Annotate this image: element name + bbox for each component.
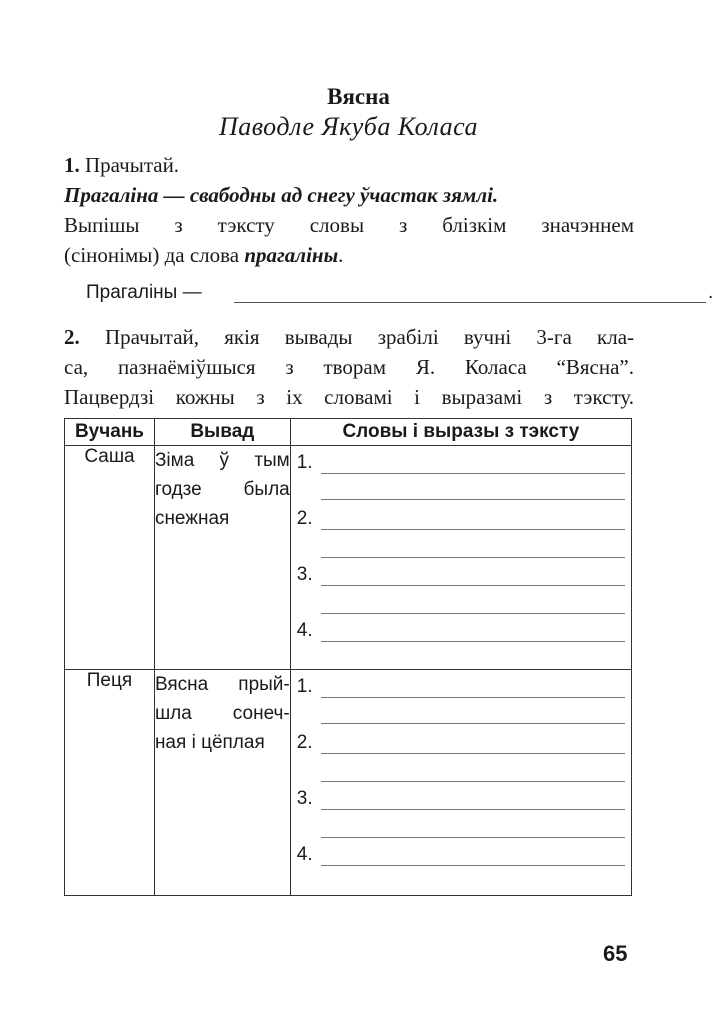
- answer-line-extra[interactable]: [297, 534, 627, 562]
- task1-number: 1.: [64, 153, 80, 177]
- answer-line-1[interactable]: [297, 674, 627, 702]
- conclusion-line: Вясна прый-: [154, 674, 290, 695]
- answer-line-2[interactable]: [297, 506, 627, 534]
- task1-instruction: Прачытай.: [85, 153, 180, 177]
- answer-row: [86, 282, 714, 310]
- table-row: [65, 446, 632, 670]
- answer-line-extra[interactable]: [297, 814, 627, 842]
- answer-line-3[interactable]: [297, 562, 627, 590]
- conclusion-line: ная і цёплая: [154, 732, 265, 753]
- answer-line-4[interactable]: [297, 618, 627, 646]
- pupil-name: Пеця: [65, 670, 155, 896]
- task2-line3: Пацвердзі кожны з іх словамі і выразамі з тэксту.: [64, 385, 634, 409]
- line-number: 4.: [296, 620, 313, 641]
- page-title: Вясна: [327, 84, 390, 109]
- line-number: 2.: [296, 508, 313, 529]
- conclusion-cell: [154, 446, 290, 670]
- task1-prompt-line1: Выпішы з тэксту словы з блізкім значэннем: [64, 213, 634, 237]
- answer-label: Прагаліны —: [86, 282, 202, 303]
- task2-line2: са, пазнаёміўшыся з творам Я. Коласа “Вясна”.: [64, 355, 634, 379]
- answer-line-extra[interactable]: [297, 700, 627, 728]
- line-number: 3.: [296, 564, 313, 585]
- task1-prompt-word: прагаліны: [244, 243, 339, 267]
- answer-line-3[interactable]: [297, 786, 627, 814]
- task1-heading: [64, 150, 634, 180]
- page-number: 65: [603, 941, 628, 966]
- answer-line[interactable]: [234, 302, 706, 303]
- conclusion-line: шла сонеч-: [154, 703, 290, 724]
- words-cell: [290, 446, 631, 670]
- answer-line-1[interactable]: [297, 450, 627, 478]
- task2-number: 2.: [64, 325, 80, 349]
- line-number: 3.: [296, 788, 313, 809]
- task1-prompt-line2: [64, 240, 634, 270]
- header-conclusion: Вывад: [154, 419, 290, 446]
- answer-line-4[interactable]: [297, 842, 627, 870]
- header-words: Словы і выразы з тэксту: [290, 419, 631, 446]
- line-number: 1.: [296, 452, 313, 473]
- answer-line-extra[interactable]: [297, 590, 627, 618]
- task2-line1-text: Прачытай, якія вывады зрабілі вучні 3-га кла-: [104, 325, 635, 349]
- conclusion-cell: [154, 670, 290, 896]
- page-subtitle: Паводле Якуба Коласа: [218, 112, 479, 141]
- task2-line1: [64, 322, 634, 352]
- answer-line-2[interactable]: [297, 730, 627, 758]
- answer-line-extra[interactable]: [297, 476, 627, 504]
- table-row: [65, 670, 632, 896]
- line-number: 2.: [296, 732, 313, 753]
- line-number: 4.: [296, 844, 313, 865]
- task1-prompt-end: .: [338, 243, 344, 267]
- header-pupil: Вучань: [65, 419, 155, 446]
- conclusion-line: снежная: [154, 508, 230, 529]
- table-header-row: [65, 419, 632, 446]
- line-number: 1.: [296, 676, 313, 697]
- worksheet-table: [64, 418, 632, 896]
- answer-end: .: [708, 282, 714, 303]
- conclusion-line: годзе была: [154, 479, 290, 500]
- conclusion-line: Зіма ў тым: [154, 450, 290, 471]
- task1-definition: Прагаліна — свабодны ад снегу ўчастак зямлі.: [64, 183, 499, 207]
- words-cell: [290, 670, 631, 896]
- pupil-name: Саша: [65, 446, 155, 670]
- answer-line-extra[interactable]: [297, 758, 627, 786]
- task1-prompt-text: (сінонімы) да слова: [64, 243, 245, 267]
